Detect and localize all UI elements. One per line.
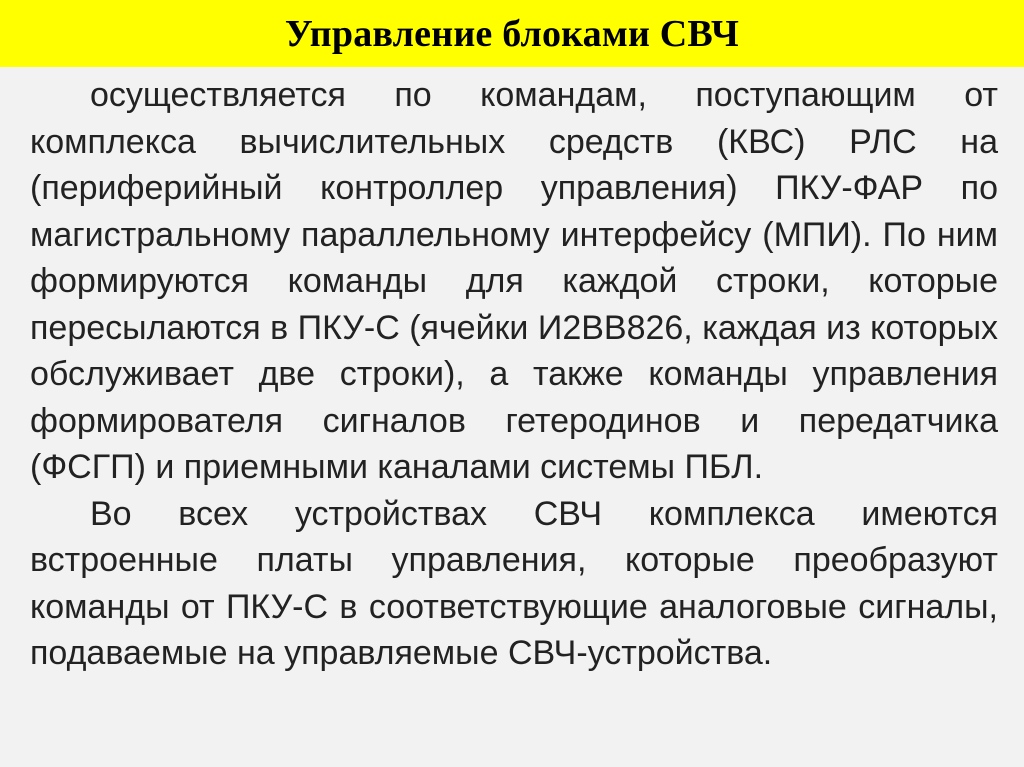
slide-title: Управление блоками СВЧ [284,12,740,55]
title-bar [0,0,1024,67]
paragraph-1: осуществляется по командам, поступающим от комплекса вычислительных средств (КВС) РЛС на (периферийный контроллер управления) ПКУ-ФАР по магистральному параллельному интерфейсу (МПИ). По ним формируются команды для каждой строки, которые пересылаются в ПКУ-С (ячейки И2ВВ826, каждая из которых обслуживает две строки), а также команды управления формирователя сигналов гетеродинов и передатчика (ФСГП) и приемными каналами системы ПБЛ. [30,76,998,486]
slide-body [30,72,998,677]
paragraph-2: Во всех устройствах СВЧ комплекса имеются встроенные платы управления, которые преобразуют команды от ПКУ-С в соответствующие аналоговые сигналы, подаваемые на управляемые СВЧ-устройства. [30,494,998,672]
